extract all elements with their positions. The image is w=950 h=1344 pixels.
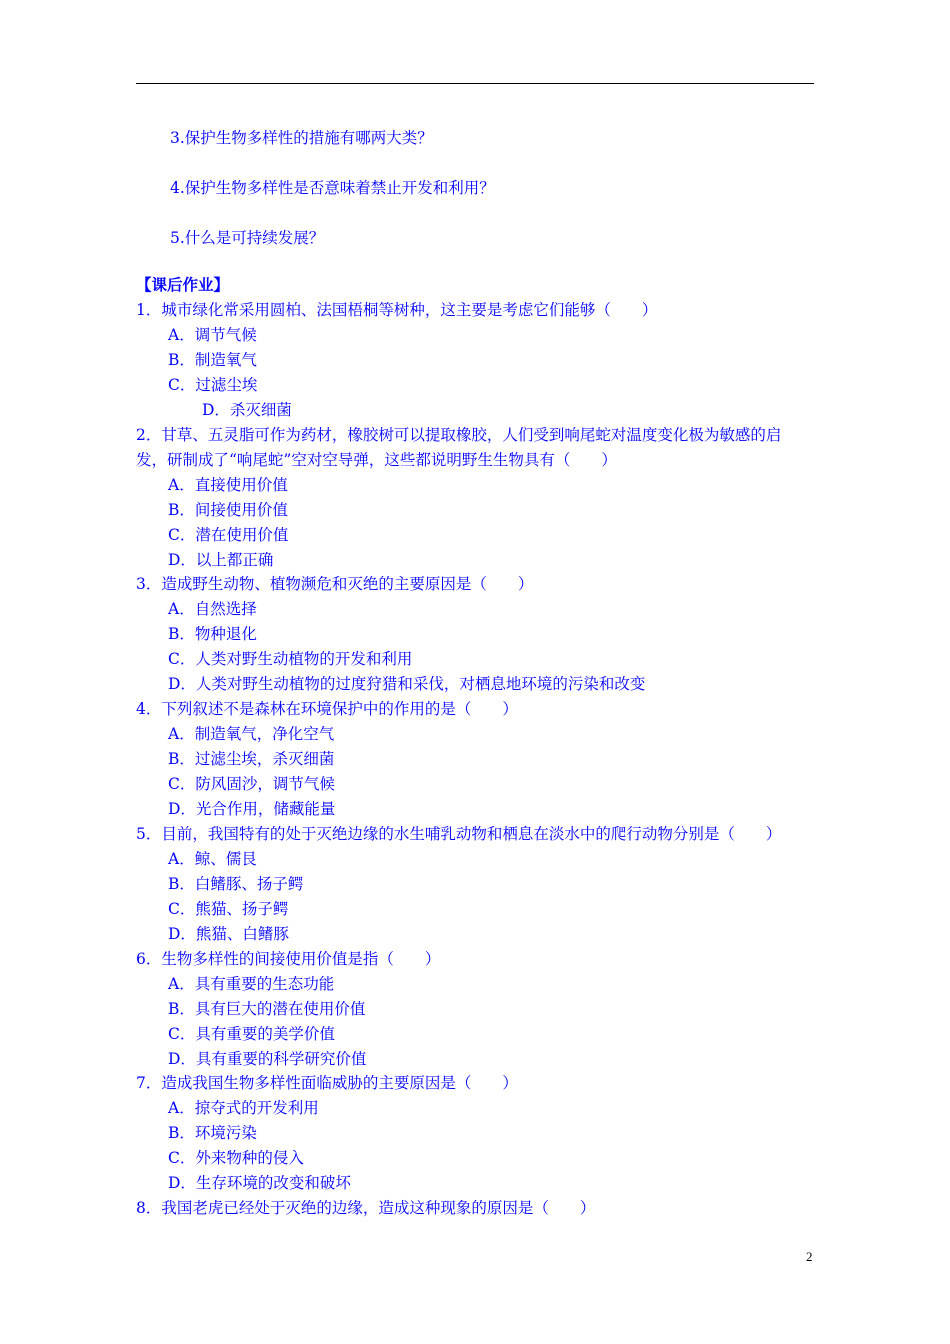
question-text: 4．下列叙述不是森林在环境保护中的作用的是（ ） bbox=[136, 700, 518, 718]
question-text: 7．造成我国生物多样性面临威胁的主要原因是（ ） bbox=[136, 1074, 518, 1092]
answer-option: C．人类对野生动植物的开发和利用 bbox=[168, 650, 413, 668]
answer-option: C．潜在使用价值 bbox=[168, 526, 289, 544]
answer-option: C．熊猫、扬子鳄 bbox=[168, 900, 289, 918]
answer-option: D．杀灭细菌 bbox=[202, 401, 292, 419]
answer-option: D．光合作用，储藏能量 bbox=[168, 800, 336, 818]
answer-option: D．人类对野生动植物的过度狩猎和采伐，对栖息地环境的污染和改变 bbox=[168, 675, 646, 693]
answer-option: A．具有重要的生态功能 bbox=[168, 975, 335, 993]
answer-option: B．间接使用价值 bbox=[168, 501, 288, 519]
question-text: 发，研制成了“响尾蛇”空对空导弹，这些都说明野生生物具有（ ） bbox=[136, 451, 617, 469]
answer-option: C．过滤尘埃 bbox=[168, 376, 258, 394]
answer-option: A．制造氧气，净化空气 bbox=[168, 725, 335, 743]
answer-option: A．调节气候 bbox=[168, 326, 257, 344]
answer-option: D．熊猫、白鳍豚 bbox=[168, 925, 289, 943]
review-question-3: 3.保护生物多样性的措施有哪两大类？ bbox=[170, 129, 433, 147]
question-text: 1．城市绿化常采用圆柏、法国梧桐等树种，这主要是考虑它们能够（ ） bbox=[136, 301, 658, 319]
answer-option: C．防风固沙，调节气候 bbox=[168, 775, 335, 793]
question-text: 2．甘草、五灵脂可作为药材，橡胶树可以提取橡胶，人们受到响尾蛇对温度变化极为敏感的启 bbox=[136, 426, 782, 444]
answer-option: C．具有重要的美学价值 bbox=[168, 1025, 335, 1043]
question-text: 6．生物多样性的间接使用价值是指（ ） bbox=[136, 950, 441, 968]
answer-option: B．白鳍豚、扬子鳄 bbox=[168, 875, 304, 893]
answer-option: A．鲸、儒艮 bbox=[168, 850, 257, 868]
answer-option: B．过滤尘埃，杀灭细菌 bbox=[168, 750, 335, 768]
review-question-5: 5.什么是可持续发展？ bbox=[170, 229, 325, 247]
question-text: 3．造成野生动物、植物濒危和灭绝的主要原因是（ ） bbox=[136, 575, 534, 593]
answer-option: B．环境污染 bbox=[168, 1124, 257, 1142]
homework-heading: 【课后作业】 bbox=[136, 275, 230, 294]
answer-option: B．物种退化 bbox=[168, 625, 257, 643]
answer-option: D．具有重要的科学研究价值 bbox=[168, 1050, 367, 1068]
review-question-4: 4.保护生物多样性是否意味着禁止开发和利用？ bbox=[170, 179, 495, 197]
question-text: 5．目前，我国特有的处于灭绝边缘的水生哺乳动物和栖息在淡水中的爬行动物分别是（ ） bbox=[136, 825, 782, 843]
answer-option: B．制造氧气 bbox=[168, 351, 257, 369]
answer-option: D．以上都正确 bbox=[168, 551, 274, 569]
answer-option: C．外来物种的侵入 bbox=[168, 1149, 304, 1167]
answer-option: B．具有巨大的潜在使用价值 bbox=[168, 1000, 366, 1018]
answer-option: D．生存环境的改变和破坏 bbox=[168, 1174, 351, 1192]
header-rule bbox=[136, 83, 814, 84]
answer-option: A．掠夺式的开发利用 bbox=[168, 1099, 319, 1117]
answer-option: A．自然选择 bbox=[168, 600, 257, 618]
question-text: 8．我国老虎已经处于灭绝的边缘，造成这种现象的原因是（ ） bbox=[136, 1199, 596, 1217]
answer-option: A．直接使用价值 bbox=[168, 476, 288, 494]
page-number: 2 bbox=[806, 1249, 813, 1264]
